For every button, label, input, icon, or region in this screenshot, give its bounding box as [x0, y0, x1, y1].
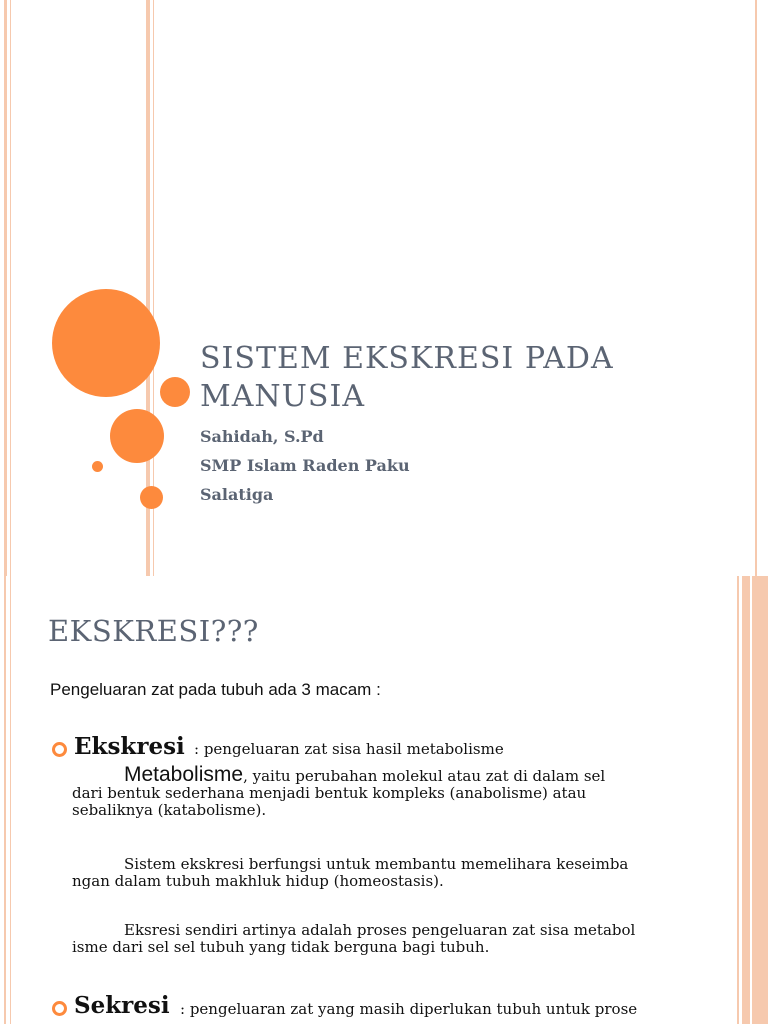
arti-line2: isme dari sel sel tubuh yang tidak berguna bagi tubuh. — [72, 938, 490, 956]
decor-line — [752, 576, 768, 1024]
metabolisme-line2: dari bentuk sederhana menjadi bentuk kompleks (anabolisme) atau — [72, 784, 587, 802]
decor-line — [742, 576, 750, 1024]
definition-sekresi: : pengeluaran zat yang masih diperlukan tubuh untuk prose — [180, 1000, 638, 1018]
bullet-ring-icon — [52, 1001, 67, 1016]
metabolisme-line1: , yaitu perubahan molekul atau zat di dalam sel — [243, 767, 606, 785]
arti-paragraph — [72, 922, 742, 956]
decor-circle-medium — [110, 409, 164, 463]
school-name: SMP Islam Raden Paku — [200, 456, 410, 475]
decor-line — [10, 576, 11, 1024]
decor-line — [10, 0, 11, 576]
decor-line — [4, 576, 6, 1024]
author-name: Sahidah, S.Pd — [200, 427, 324, 446]
fungsi-line2: ngan dalam tubuh makhluk hidup (homeostasis). — [72, 872, 444, 890]
intro-text: Pengeluaran zat pada tubuh ada 3 macam : — [50, 680, 381, 699]
slide-title: SISTEM EKSKRESI PADA MANUSIA — [200, 341, 614, 414]
metabolisme-word: Metabolisme — [124, 763, 244, 786]
fungsi-paragraph — [72, 856, 742, 890]
bullet-ring-icon — [52, 742, 67, 757]
content-slide — [0, 576, 768, 1024]
definition-ekskresi: : pengeluaran zat sisa hasil metabolisme — [194, 740, 504, 758]
decor-circle-large — [52, 289, 160, 397]
decor-circle-small — [160, 377, 190, 407]
decor-line — [4, 0, 7, 576]
decor-line — [755, 0, 757, 576]
metabolisme-line3: sebaliknya (katabolisme). — [72, 801, 267, 819]
decor-circle-tiny — [92, 461, 103, 472]
decor-circle-small — [140, 486, 163, 509]
term-sekresi: Sekresi — [74, 992, 170, 1019]
arti-line1: Eksresi sendiri artinya adalah proses pengeluaran zat sisa metabol — [124, 921, 636, 939]
city-name: Salatiga — [200, 485, 274, 504]
slide-heading: EKSKRESI??? — [48, 614, 259, 648]
fungsi-line1: Sistem ekskresi berfungsi untuk membantu memelihara keseimba — [124, 855, 629, 873]
metabolisme-paragraph — [72, 763, 742, 819]
term-ekskresi: Ekskresi — [74, 733, 185, 760]
